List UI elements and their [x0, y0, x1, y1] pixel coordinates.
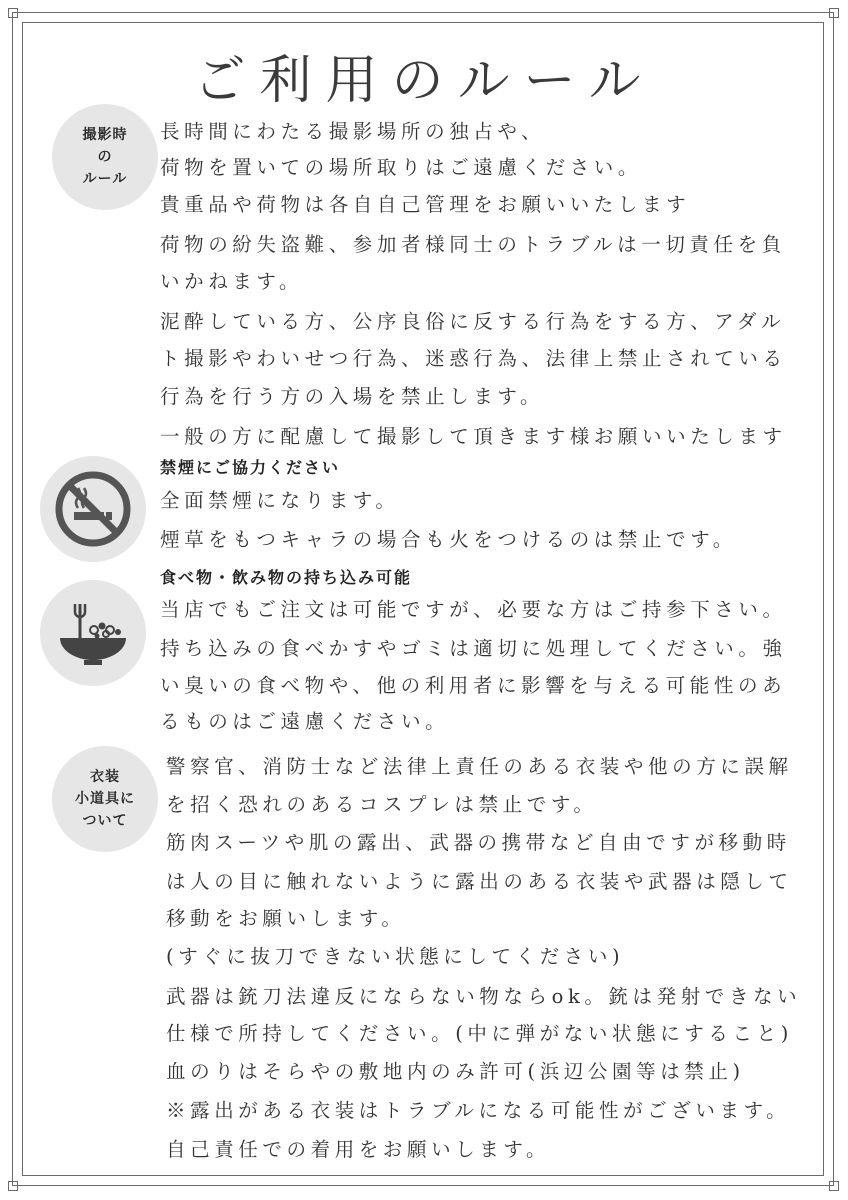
page-title: ご利用のルール	[193, 51, 655, 111]
costume-rule-line: は人の目に触れないように露出のある衣装や武器は隠して	[166, 870, 793, 893]
smoking-rule-line: 煙草をもつキャラの場合も火をつけるのは禁止です。	[160, 528, 737, 551]
food-rule-line: い臭いの食べ物や、他の利用者に影響を与える可能性のあ	[160, 674, 787, 697]
photo-rule-line: 行為を行う方の入場を禁止します。	[160, 385, 545, 408]
costume-badge-label: 衣装 小道具に ついて	[75, 769, 135, 829]
photo-rules-badge	[52, 104, 158, 210]
frame-corner-tl	[8, 8, 18, 18]
costume-rule-line: 血のりはそらやの敷地内のみ許可(浜辺公園等は禁止)	[166, 1060, 745, 1083]
frame-corner-bl	[8, 1181, 18, 1191]
photo-rule-line: 泥酔している方、公序良俗に反する行為をする方、アダル	[160, 310, 786, 333]
photo-rule-line: 荷物の紛失盗難、参加者様同士のトラブルは一切責任を負	[160, 233, 786, 256]
food-rule-line: るものはご遠慮ください。	[160, 710, 450, 733]
costume-rule-line: 武器は銃刀法違反にならない物ならok。銃は発射できない	[166, 985, 802, 1008]
costume-rule-line: ※露出がある衣装はトラブルになる可能性がございます。	[166, 1099, 791, 1122]
photo-rule-line: ト撮影やわいせつ行為、迷惑行為、法律上禁止されている	[160, 347, 787, 370]
costume-badge	[52, 746, 158, 852]
costume-rule-line: を招く恐れのあるコスプレは禁止です。	[166, 793, 598, 816]
smoking-rule-line: 全面禁煙になります。	[160, 489, 400, 512]
food-bowl-icon	[40, 580, 146, 686]
costume-rule-line: 筋肉スーツや肌の露出、武器の携帯など自由ですが移動時	[166, 831, 791, 854]
frame-corner-tr	[829, 8, 839, 18]
photo-rule-line: 長時間にわたる撮影場所の独占や、	[160, 120, 546, 143]
food-heading: 食べ物・飲み物の持ち込み可能	[160, 568, 413, 587]
food-rule-line: 持ち込みの食べかすやゴミは適切に処理してください。強	[160, 637, 787, 660]
photo-rule-line: 一般の方に配慮して撮影して頂きます様お願いいたします	[160, 425, 787, 448]
photo-rule-line: いかねます。	[160, 270, 304, 293]
photo-rule-line: 貴重品や荷物は各自自己管理をお願いいたします	[160, 193, 691, 216]
food-rule-line: 当店でもご注文は可能ですが、必要な方はご持参下さい。	[160, 598, 787, 621]
photo-rule-line: 荷物を置いての場所取りはご遠慮ください。	[160, 156, 643, 179]
costume-rule-line: 自己責任での着用をお願いします。	[166, 1138, 551, 1161]
costume-rule-line: (すぐに抜刀できない状態にしてください)	[166, 945, 625, 968]
smoking-heading: 禁煙にご協力ください	[160, 458, 341, 477]
frame-corner-br	[829, 1181, 839, 1191]
photo-rules-badge-label: 撮影時 の ルール	[82, 127, 128, 187]
costume-rule-line: 仕様で所持してください。(中に弾がない状態にすること)	[166, 1022, 793, 1045]
no-smoking-icon	[40, 456, 146, 562]
costume-rule-line: 移動をお願いします。	[166, 907, 406, 930]
costume-rule-line: 警察官、消防士など法律上責任のある衣装や他の方に誤解	[166, 755, 793, 778]
